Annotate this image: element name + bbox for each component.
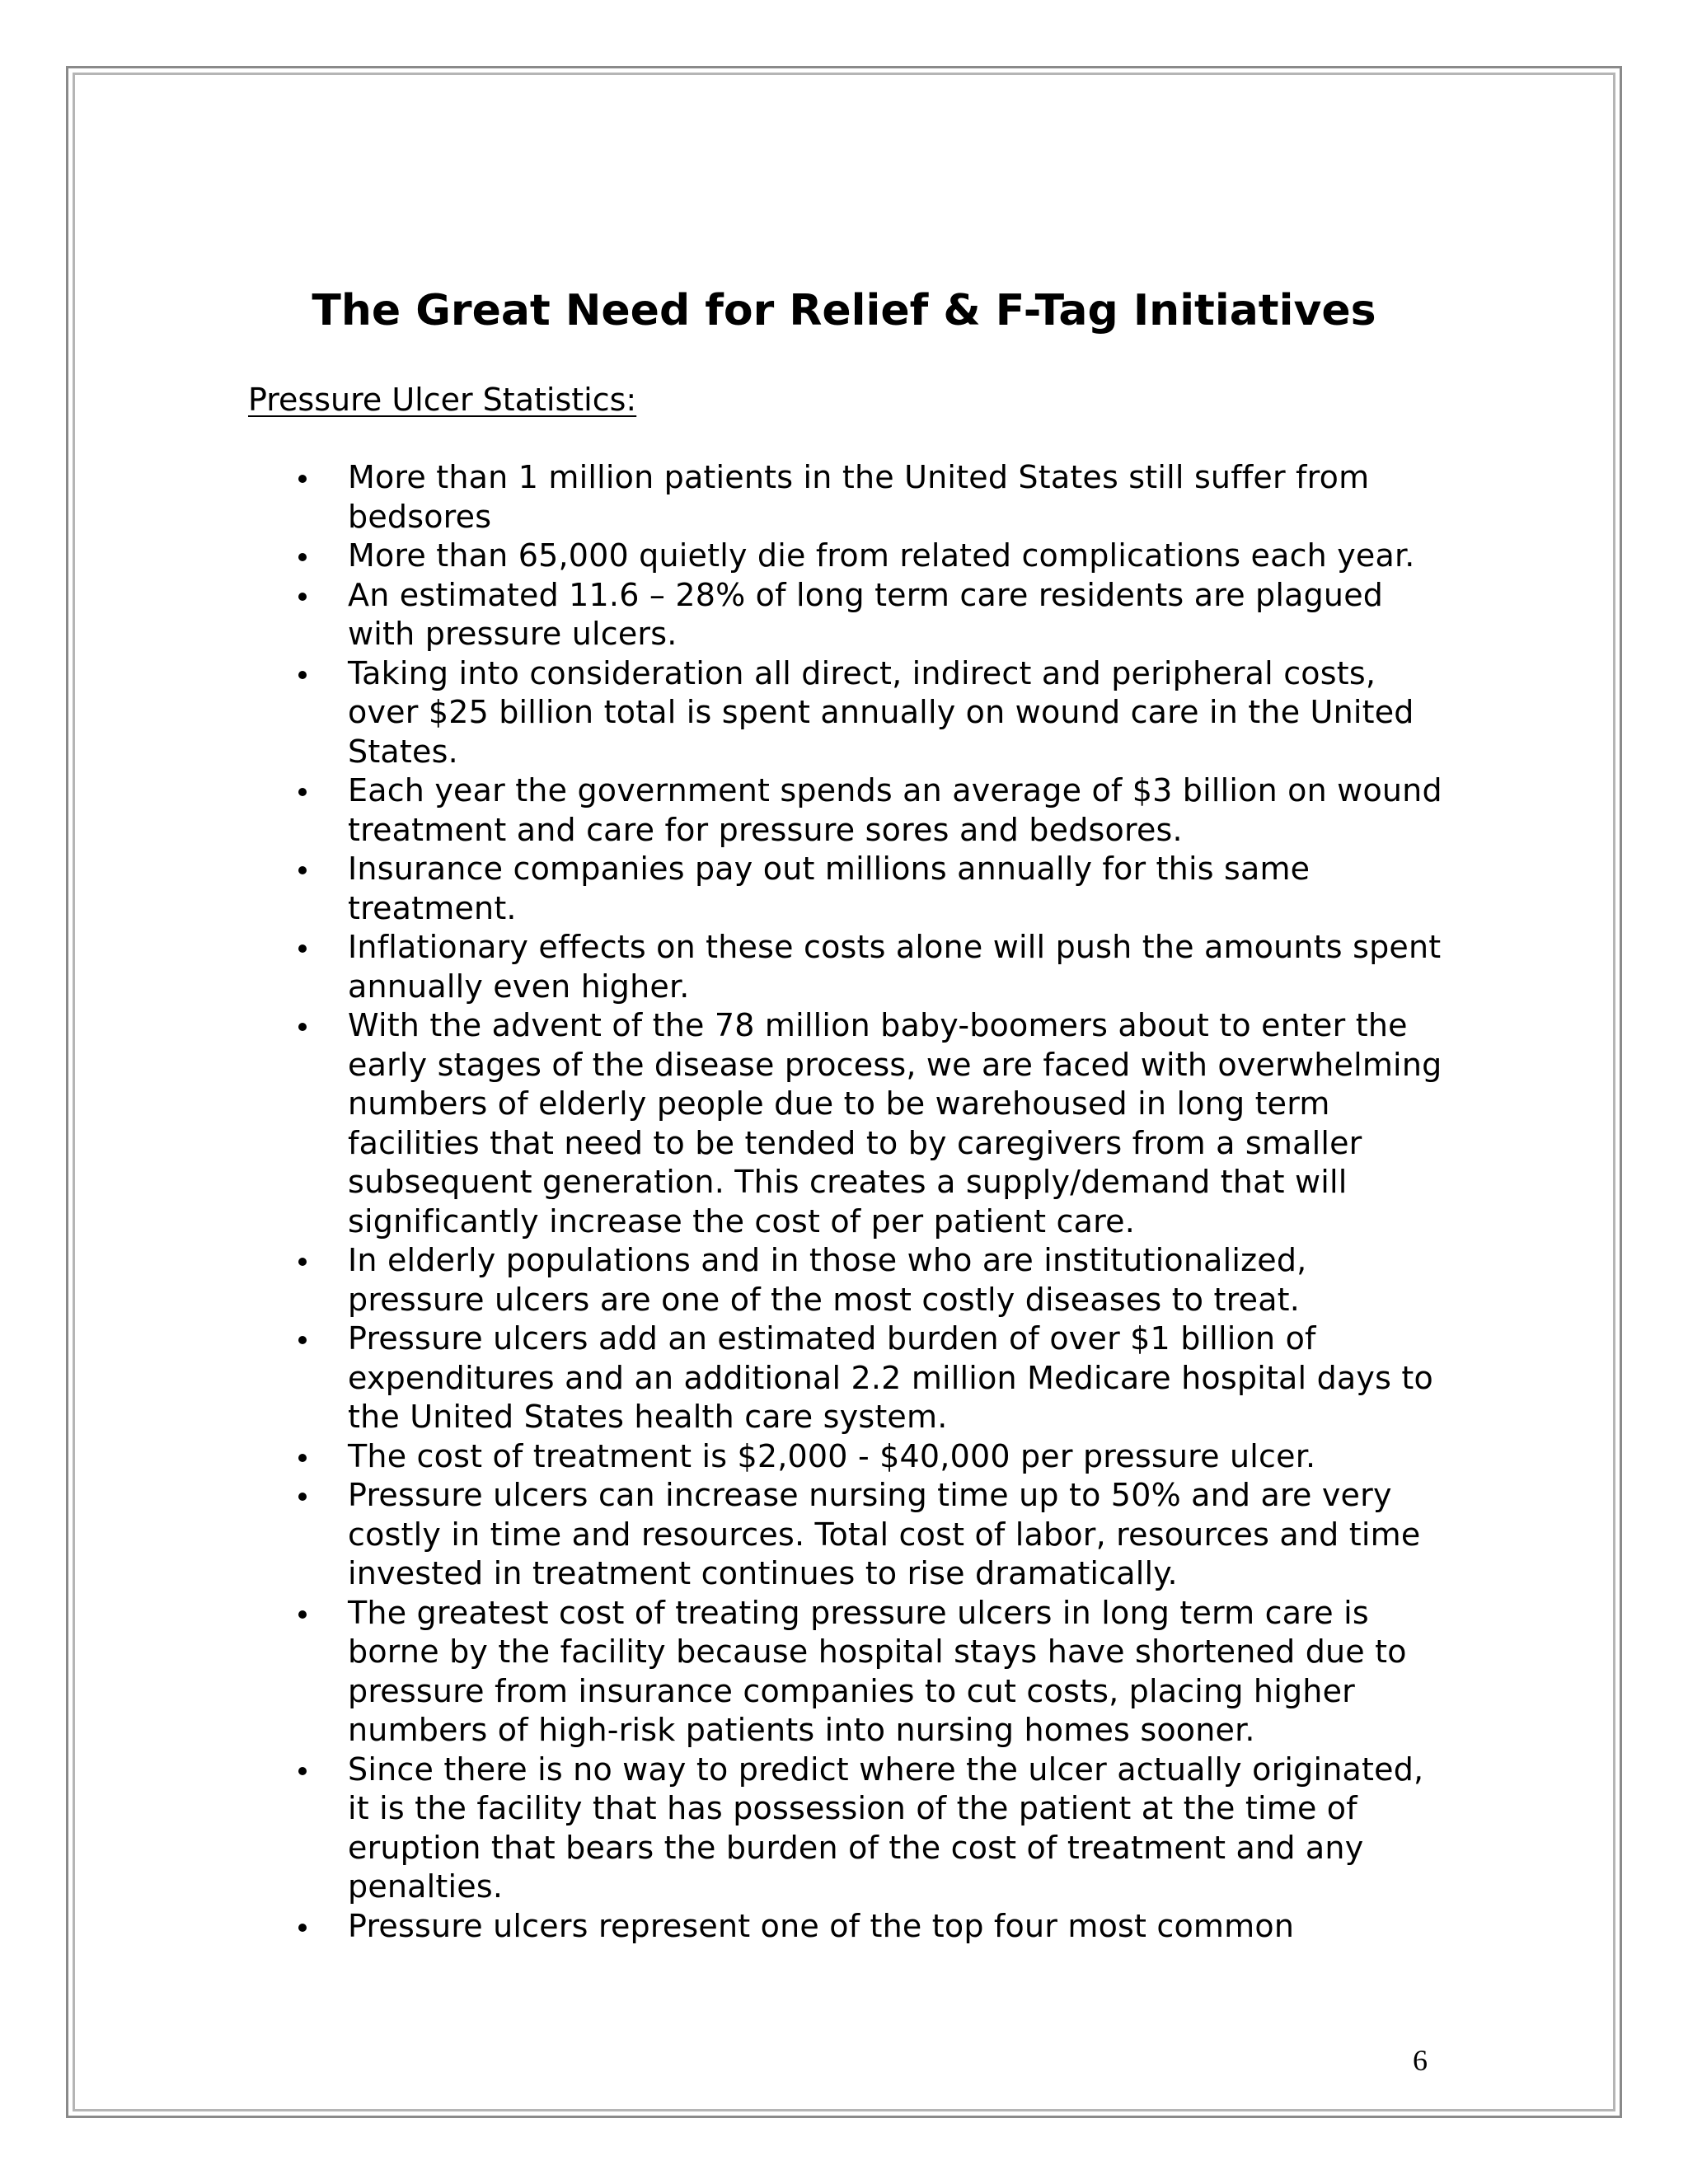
list-item-text: With the advent of the 78 million baby-boomers about to enter the early stages of the disease process, we are faced with overwhelming numbers of elderly people due to be warehoused in long term facilities that need to be tended to by caregivers from a smaller subsequent generation. This creates a supply/demand that will significantly increase the cost of per patient care. <box>348 1007 1442 1240</box>
list-item <box>247 1241 1442 1319</box>
list-item <box>247 1319 1442 1437</box>
list-item-text: Each year the government spends an average of $3 billion on wound treatment and care for pressure sores and bedsores. <box>348 772 1442 848</box>
list-item <box>247 458 1442 537</box>
list-item <box>247 654 1442 772</box>
bullet-icon <box>298 1258 307 1266</box>
bullet-icon <box>298 866 307 874</box>
section-subheading: Pressure Ulcer Statistics: <box>248 382 637 418</box>
bullet-icon <box>298 593 307 601</box>
list-item <box>247 850 1442 928</box>
list-item <box>247 1437 1442 1477</box>
bullet-icon <box>298 553 307 561</box>
bullet-icon <box>298 475 307 483</box>
bullet-icon <box>298 1767 307 1775</box>
list-item-text: In elderly populations and in those who are institutionalized, pressure ulcers are one of the most costly diseases to treat. <box>348 1242 1307 1318</box>
list-item-text: Since there is no way to predict where the ulcer actually originated, it is the facility that has possession of the patient at the time of eruption that bears the burden of the cost of treatment and any penalties. <box>348 1750 1424 1905</box>
list-item <box>247 1907 1442 1947</box>
bullet-icon <box>298 1454 307 1462</box>
list-item-text: The cost of treatment is $2,000 - $40,000 per pressure ulcer. <box>348 1437 1316 1474</box>
page-number: 6 <box>1413 2044 1428 2077</box>
list-item <box>247 1006 1442 1241</box>
bullet-icon <box>298 1610 307 1619</box>
bullet-icon <box>298 1924 307 1932</box>
list-item <box>247 928 1442 1006</box>
list-item-text: Taking into consideration all direct, indirect and peripheral costs, over $25 billion total is spent annually on wound care in the United States. <box>348 654 1414 770</box>
bullet-icon <box>298 1493 307 1501</box>
list-item <box>247 1594 1442 1750</box>
statistics-bullet-list <box>247 458 1442 1946</box>
list-item-text: Pressure ulcers represent one of the top four most common <box>348 1907 1295 1944</box>
list-item-text: Pressure ulcers add an estimated burden of over $1 billion of expenditures and an additional 2.2 million Medicare hospital days to the United States health care system. <box>348 1320 1433 1435</box>
list-item-text: An estimated 11.6 – 28% of long term care residents are plagued with pressure ulcers. <box>348 576 1384 652</box>
list-item-text: Inflationary effects on these costs alone will push the amounts spent annually even higher. <box>348 929 1442 1005</box>
list-item <box>247 1750 1442 1907</box>
bullet-icon <box>298 671 307 679</box>
list-item <box>247 1476 1442 1594</box>
list-item <box>247 771 1442 850</box>
bullet-icon <box>298 1023 307 1031</box>
list-item-text: More than 65,000 quietly die from related complications each year. <box>348 537 1415 574</box>
page-title: The Great Need for Relief & F-Tag Initiatives <box>312 286 1376 335</box>
list-item-text: The greatest cost of treating pressure ulcers in long term care is borne by the facility because hospital stays have shortened due to pressure from insurance companies to cut costs, placing higher numbers of high-risk patients into nursing homes sooner. <box>348 1594 1407 1748</box>
list-item <box>247 537 1442 576</box>
bullet-icon <box>298 788 307 796</box>
list-item <box>247 576 1442 654</box>
bullet-icon <box>298 1336 307 1344</box>
bullet-icon <box>298 944 307 953</box>
list-item-text: Insurance companies pay out millions annually for this same treatment. <box>348 851 1311 926</box>
list-item-text: More than 1 million patients in the United States still suffer from bedsores <box>348 459 1370 535</box>
list-item-text: Pressure ulcers can increase nursing time up to 50% and are very costly in time and resources. Total cost of labor, resources and time invested in treatment continues to rise dramatically. <box>348 1477 1421 1591</box>
